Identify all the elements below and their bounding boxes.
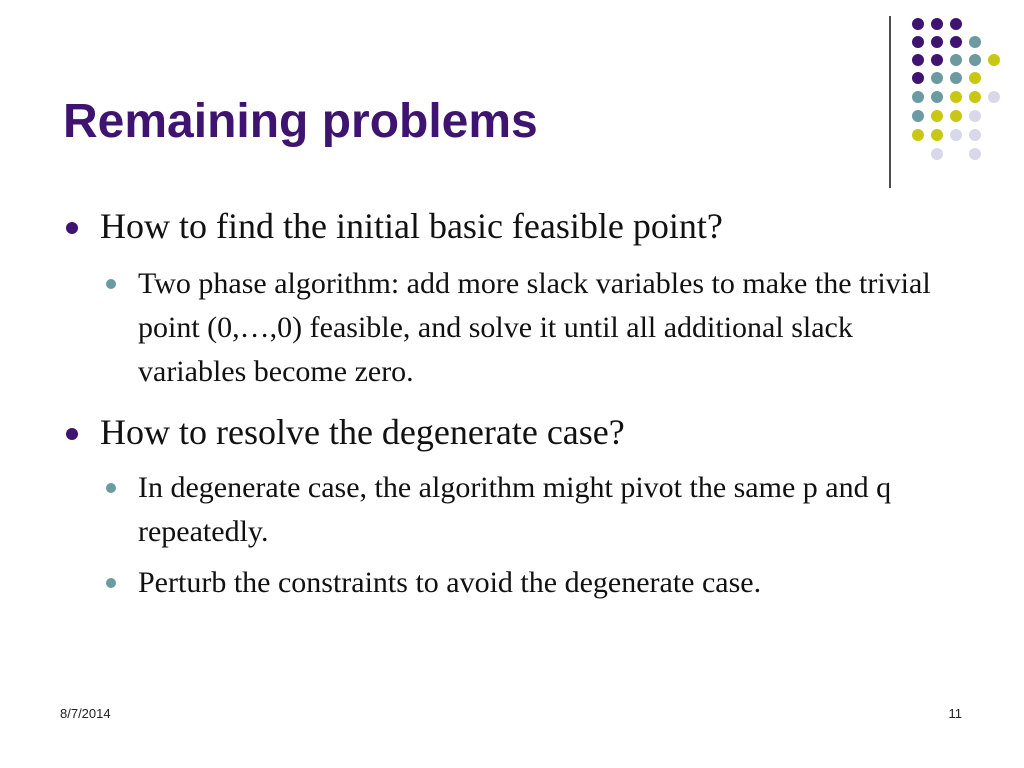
sub-bullet-icon <box>106 578 116 588</box>
slide-title: Remaining problems <box>63 95 538 148</box>
sub-bullet-icon <box>106 279 116 289</box>
sub-bullet-text: Two phase algorithm: add more slack variables to make the trivial point (0,…,0) feasible, and solve it until all additional slack variables become zero. <box>138 267 931 388</box>
sub-bullet-text: Perturb the constraints to avoid the degenerate case. <box>138 566 762 599</box>
sub-bullet-icon <box>106 483 116 493</box>
footer-page-number: 11 <box>948 706 962 721</box>
bullet-text: How to find the initial basic feasible point? <box>100 206 723 246</box>
footer-date: 8/7/2014 <box>60 706 111 721</box>
sub-bullet-text: In degenerate case, the algorithm might pivot the same p and q repeatedly. <box>138 471 892 548</box>
bullet-text: How to resolve the degenerate case? <box>100 412 625 452</box>
bullet-icon <box>66 428 78 440</box>
bullet-icon <box>66 222 78 234</box>
